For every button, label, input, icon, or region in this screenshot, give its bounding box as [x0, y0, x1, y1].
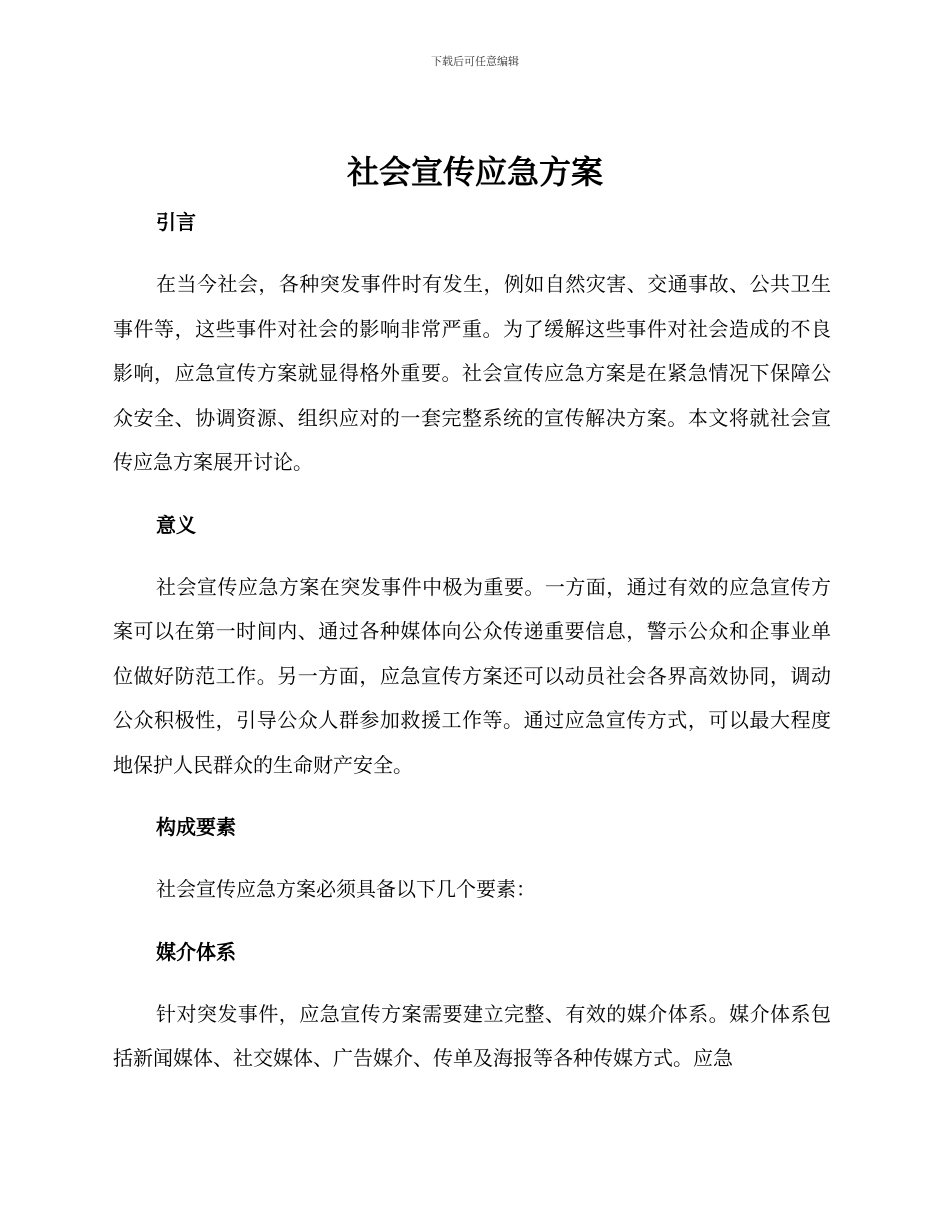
section-paragraph-intro: 在当今社会，各种突发事件时有发生，例如自然灾害、交通事故、公共卫生事件等，这些事件对社会的影响非常严重。为了缓解这些事件对社会造成的不良影响，应急宣传方案就显得格外重要。社会宣传应急方案是在紧急情况下保障公众安全、协调资源、组织应对的一套完整系统的宣传解决方案。本文将就社会宣传应急方案展开讨论。 [113, 272, 831, 474]
section-paragraph-elements: 社会宣传应急方案必须具备以下几个要素： [156, 877, 536, 901]
section-heading-significance: 意义 [156, 512, 196, 537]
document-title: 社会宣传应急方案 [346, 153, 603, 191]
document-body [113, 206, 831, 1081]
section-paragraph-significance: 社会宣传应急方案在突发事件中极为重要。一方面，通过有效的应急宣传方案可以在第一时间内、通过各种媒体向公众传递重要信息，警示公众和企事业单位做好防范工作。另一方面，应急宣传方案还可以动员社会各界高效协同，调动公众积极性，引导公众人群参加救援工作等。通过应急宣传方式，可以最大程度地保护人民群众的生命财产安全。 [113, 574, 831, 777]
section-heading-elements: 构成要素 [156, 815, 236, 839]
page-header-note: 下载后可任意编辑 [431, 55, 519, 68]
section-heading-media: 媒介体系 [156, 939, 236, 964]
section-heading-intro: 引言 [156, 210, 196, 234]
section-paragraph-media: 针对突发事件，应急宣传方案需要建立完整、有效的媒介体系。媒介体系包括新闻媒体、社交媒体、广告媒介、传单及海报等各种传媒方式。应急 [113, 1001, 831, 1070]
